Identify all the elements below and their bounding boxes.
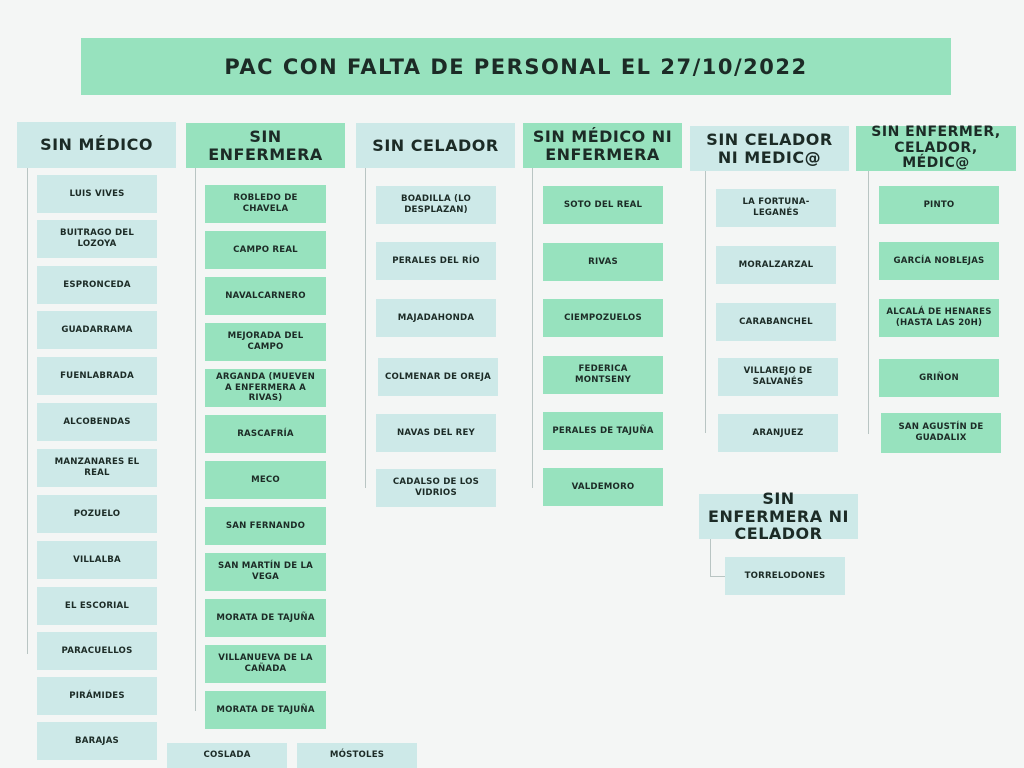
- list-item: BOADILLA (LO DESPLAZAN): [376, 186, 496, 224]
- list-item: PERALES DEL RÍO: [376, 242, 496, 280]
- list-item: NAVAS DEL REY: [376, 414, 496, 452]
- list-item: EL ESCORIAL: [37, 587, 157, 625]
- list-item: COLMENAR DE OREJA: [378, 358, 498, 396]
- connector-line: [710, 539, 711, 576]
- list-item: NAVALCARNERO: [205, 277, 326, 315]
- list-item: VILLALBA: [37, 541, 157, 579]
- list-item: VILLANUEVA DE LA CAÑADA: [205, 645, 326, 683]
- page-title: PAC CON FALTA DE PERSONAL EL 27/10/2022: [81, 38, 951, 95]
- column-heading: SIN MÉDICO: [17, 122, 176, 168]
- column-heading: SIN MÉDICO NI ENFERMERA: [523, 123, 682, 168]
- list-item: MÓSTOLES: [297, 743, 417, 768]
- list-item: MORALZARZAL: [716, 246, 836, 284]
- list-item: LA FORTUNA-LEGANÉS: [716, 189, 836, 227]
- list-item: COSLADA: [167, 743, 287, 768]
- list-item: PINTO: [879, 186, 999, 224]
- column-heading: SIN CELADOR: [356, 123, 515, 168]
- list-item: GARCÍA NOBLEJAS: [879, 242, 999, 280]
- connector-line: [710, 576, 725, 577]
- list-item: MANZANARES EL REAL: [37, 449, 157, 487]
- list-item: RASCAFRÍA: [205, 415, 326, 453]
- list-item: MECO: [205, 461, 326, 499]
- connector-line: [27, 168, 28, 654]
- list-item: SAN AGUSTÍN DE GUADALIX: [881, 413, 1001, 453]
- connector-line: [195, 168, 196, 711]
- connector-line: [532, 168, 533, 488]
- list-item: ALCOBENDAS: [37, 403, 157, 441]
- list-item: PIRÁMIDES: [37, 677, 157, 715]
- list-item: ESPRONCEDA: [37, 266, 157, 304]
- list-item: LUIS VIVES: [37, 175, 157, 213]
- list-item: GRIÑON: [879, 359, 999, 397]
- list-item: VILLAREJO DE SALVANÉS: [718, 358, 838, 396]
- list-item: PERALES DE TAJUÑA: [543, 412, 663, 450]
- column-heading: SIN ENFERMER, CELADOR, MÉDIC@: [856, 126, 1016, 171]
- list-item: ARGANDA (MUEVEN A ENFERMERA A RIVAS): [205, 369, 326, 407]
- connector-line: [365, 168, 366, 488]
- list-item: MEJORADA DEL CAMPO: [205, 323, 326, 361]
- list-item: SAN FERNANDO: [205, 507, 326, 545]
- list-item: ALCALÁ DE HENARES (HASTA LAS 20H): [879, 299, 999, 337]
- list-item: VALDEMORO: [543, 468, 663, 506]
- list-item: CIEMPOZUELOS: [543, 299, 663, 337]
- list-item: GUADARRAMA: [37, 311, 157, 349]
- list-item: CAMPO REAL: [205, 231, 326, 269]
- list-item: MORATA DE TAJUÑA: [205, 691, 326, 729]
- list-item: MORATA DE TAJUÑA: [205, 599, 326, 637]
- list-item: MAJADAHONDA: [376, 299, 496, 337]
- column-heading: SIN CELADOR NI MEDIC@: [690, 126, 849, 171]
- connector-line: [705, 171, 706, 433]
- column-heading: SIN ENFERMERA: [186, 123, 345, 168]
- list-item: CARABANCHEL: [716, 303, 836, 341]
- list-item: ROBLEDO DE CHAVELA: [205, 185, 326, 223]
- list-item: FEDERICA MONTSENY: [543, 356, 663, 394]
- list-item: POZUELO: [37, 495, 157, 533]
- list-item: TORRELODONES: [725, 557, 845, 595]
- list-item: PARACUELLOS: [37, 632, 157, 670]
- list-item: ARANJUEZ: [718, 414, 838, 452]
- column-heading: SIN ENFERMERA NI CELADOR: [699, 494, 858, 539]
- list-item: CADALSO DE LOS VIDRIOS: [376, 469, 496, 507]
- list-item: BUITRAGO DEL LOZOYA: [37, 220, 157, 258]
- list-item: RIVAS: [543, 243, 663, 281]
- connector-line: [868, 171, 869, 434]
- list-item: SOTO DEL REAL: [543, 186, 663, 224]
- list-item: BARAJAS: [37, 722, 157, 760]
- list-item: SAN MARTÍN DE LA VEGA: [205, 553, 326, 591]
- list-item: FUENLABRADA: [37, 357, 157, 395]
